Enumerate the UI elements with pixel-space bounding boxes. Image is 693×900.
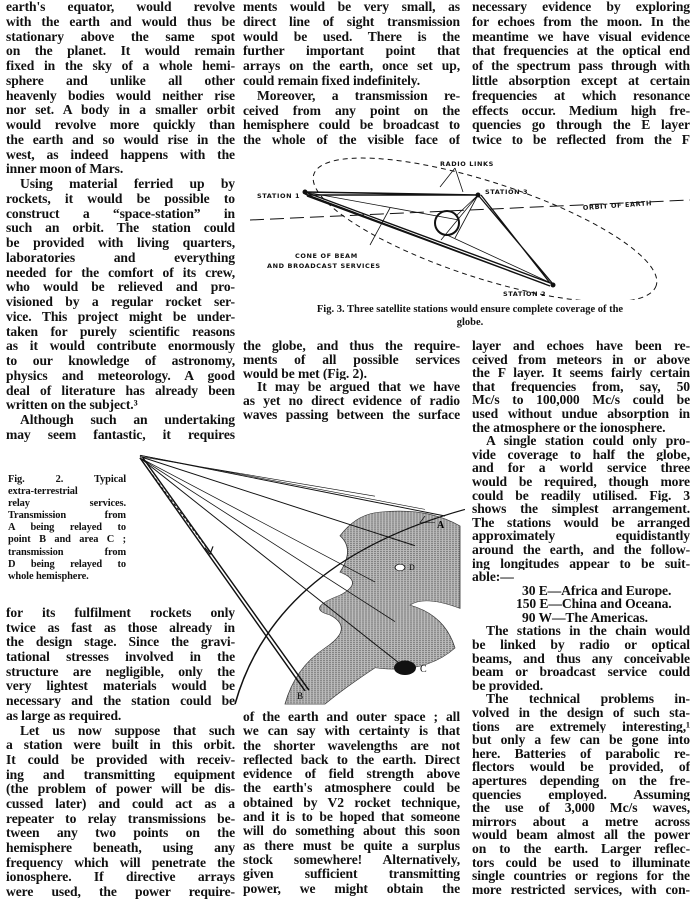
text-line: 150 E—China and Oceana. — [516, 597, 672, 611]
text-line: 90 W—The Americas. — [522, 610, 648, 625]
text-line: heavenly bodies would neither rise — [6, 88, 235, 103]
relay-line-d — [140, 457, 415, 546]
column-2-bottom-text — [243, 710, 460, 896]
cone-pointer — [370, 208, 390, 245]
text-line: with the earth and would thus be — [6, 14, 235, 29]
text-line: stationary above the same spot — [6, 29, 235, 44]
text-line: would beam almost all the power — [472, 828, 690, 842]
text-line: vice. This project might be under- — [6, 309, 235, 324]
text-line: ing longitudes appear to be suit- — [472, 556, 690, 571]
text-line: earth's equator, would revolve — [6, 0, 235, 14]
station-1-dot — [303, 190, 308, 195]
text-line: tions are extremely interesting,¹ — [472, 719, 690, 734]
text-line: as large as required. — [6, 708, 122, 723]
text-line: layer and echoes have been re- — [472, 339, 690, 353]
text-line: rockets, it would be possible to — [6, 191, 235, 206]
text-line: necessary evidence by exploring — [472, 0, 690, 14]
text-line: to our knowledge of astronomy, — [6, 354, 235, 368]
text-line: shows the simplest arrangement. — [472, 502, 690, 516]
text-line: evidence of field strength above — [243, 767, 460, 782]
text-line: around the earth, and the follow- — [472, 542, 690, 557]
text-line: A being relayed to — [8, 522, 126, 534]
text-line: could be readily utilised. Fig. 3 — [472, 488, 690, 503]
station-3-label: STATION 3 — [485, 188, 529, 196]
text-line: the shorter wavelengths are not — [243, 738, 460, 753]
label-c: C — [420, 664, 427, 675]
text-line: approximately equidistantly — [472, 529, 690, 543]
text-line: were used, the power require- — [6, 885, 235, 900]
radio-links-label: RADIO LINKS — [440, 160, 494, 168]
text-line: frequencies at which resonance — [472, 88, 690, 103]
text-line: Although such an undertaking — [20, 413, 235, 427]
figure-3-caption — [250, 303, 690, 329]
text-line: the earth and so would rise in the — [6, 132, 235, 147]
text-line: able:— — [472, 570, 514, 584]
text-line: The stations in the chain would — [486, 624, 690, 639]
figure-2-relay-diagram — [125, 450, 465, 705]
text-line: ceived from meteors in or above — [472, 352, 690, 367]
text-line: of the spectrum pass through with — [472, 59, 690, 74]
text-line: tors could be used to illuminate — [472, 855, 690, 870]
text-line: on to the earth. Larger reflec- — [472, 841, 690, 856]
text-line: necessary and the station could be — [6, 694, 235, 709]
text-line: may seem fantastic, it requires — [6, 427, 235, 442]
column-1-top-text — [6, 0, 235, 443]
text-line: It may be argued that we have — [257, 380, 460, 395]
text-line: 30 E—Africa and Europe. — [522, 583, 672, 598]
text-line: Fig. 2. Typical — [8, 474, 126, 485]
figure-3-satellite-diagram — [245, 150, 693, 300]
text-line: power, we might obtain the — [243, 881, 460, 896]
text-line: volved in the design of such sta- — [472, 706, 690, 720]
text-line: as yet no direct evidence of radio — [243, 394, 460, 408]
text-line: who would be relieved and pro- — [6, 280, 235, 295]
text-line: flectors would be provided, of — [472, 760, 690, 774]
text-line: beams, and thus any conceivable — [472, 651, 690, 666]
text-line: be provided with living quarters, — [6, 236, 235, 250]
text-line: repeater to relay transmissions be- — [6, 811, 235, 826]
text-line: waves passing between the surface — [243, 407, 460, 422]
station-2-label: STATION 2 — [503, 290, 547, 298]
text-line: vide coverage to half the globe, — [472, 447, 690, 462]
text-line: ionosphere. If directive arrays — [6, 870, 235, 885]
text-line: direct line of sight transmission — [243, 14, 460, 29]
text-line: whole hemisphere. — [8, 570, 89, 582]
figure-3-caption-line-2: globe. — [456, 317, 484, 328]
text-line: little absorption except at certain — [472, 73, 690, 88]
text-line: Moreover, a transmission re- — [257, 88, 460, 103]
text-line: reflected back to the earth. Direct — [243, 752, 460, 767]
text-line: the earth's atmosphere could be — [243, 781, 460, 796]
text-line: would be used. There is the — [243, 29, 460, 44]
text-line: ceived from any point on the — [243, 103, 460, 118]
station-2-dot — [551, 283, 556, 288]
text-line: that frequencies from, say, 50 — [472, 379, 690, 394]
orbit-of-earth-label: ORBIT OF EARTH — [582, 199, 653, 212]
text-line: a station were built in this orbit. — [6, 738, 235, 753]
text-line: will do something about this soon — [243, 824, 460, 839]
text-line: point B and area C ; — [8, 534, 126, 546]
text-line: needed for the comfort of its crew, — [6, 265, 235, 280]
label-b: B — [297, 691, 304, 701]
text-line: hemisphere could be broadcast to — [243, 118, 460, 133]
text-line: taken for purely scientific reasons — [6, 324, 235, 339]
text-line: the globe, and thus the require- — [243, 339, 460, 353]
text-line: sphere and unlike all other — [6, 73, 235, 88]
text-line: Using material ferried up by — [20, 177, 235, 191]
point-d-marker — [395, 564, 405, 571]
text-line: tational stresses involved in the — [6, 650, 235, 665]
text-line: the whole of the visible face of — [243, 133, 460, 148]
text-line: as there must be quite a surplus — [243, 838, 460, 853]
text-line: hemisphere beneath, using any — [6, 841, 235, 855]
text-line: obtained by V2 rocket technique, — [243, 795, 460, 810]
text-line: nor set. A body in a smaller orbit — [6, 103, 235, 118]
station-3-dot — [476, 193, 481, 198]
text-line: such an orbit. The station could — [6, 221, 235, 236]
text-line: (the problem of power will be dis- — [6, 782, 235, 797]
text-line: apertures depending on the fre- — [472, 774, 690, 788]
text-line: and it is to be hoped that someone — [243, 810, 460, 825]
label-d: D — [409, 563, 415, 572]
text-line: fixed in the sky of a whole hemi- — [6, 59, 235, 73]
text-line: twice as fast as those already in — [6, 620, 235, 635]
text-line: further important point that — [243, 44, 460, 59]
text-line: west, as indeed happens with the — [6, 147, 235, 162]
text-line: physics and meteorology. A good — [6, 368, 235, 383]
text-line: quencies employed. Assuming — [472, 787, 690, 802]
figure-3-caption-line-1: Fig. 3. Three satellite stations would ensure complete coverage of the — [316, 304, 624, 315]
text-line: the atmosphere or the ionosphere. — [472, 420, 666, 435]
text-line: be linked by radio or optical — [472, 638, 690, 652]
text-line: quencies go through the E layer — [472, 118, 690, 133]
cone-label-1: CONE OF BEAM — [295, 252, 358, 260]
column-3-top-text — [472, 0, 690, 148]
column-2-top-text — [243, 0, 460, 148]
text-line: here. Batteries of parabolic re- — [472, 746, 690, 761]
text-line: beam or broadcast service could — [472, 665, 690, 679]
radio-links-pointer — [440, 168, 463, 192]
text-line: visioned by a regular rocket ser- — [6, 295, 235, 309]
text-line: The stations would be arranged — [472, 515, 690, 530]
text-line: cussed later) and could act as a — [6, 796, 235, 811]
text-line: structure are negligible, only the — [6, 664, 235, 679]
text-line: of the earth and outer space ; all — [243, 710, 460, 724]
text-line: stock somewhere! Alternatively, — [243, 852, 460, 867]
text-line: the F layer. It seems fairly certain — [472, 366, 690, 380]
text-line: Let us now suppose that such — [20, 723, 235, 738]
text-line: the design stage. Since the gravi- — [6, 635, 235, 650]
text-line: construct a “space-station” in — [6, 206, 235, 221]
text-line: laboratories and everything — [6, 250, 235, 265]
text-line: on the planet. It would remain — [6, 44, 235, 59]
text-line: single countries or regions for the — [472, 869, 690, 883]
text-line: frequency which will penetrate the — [6, 855, 235, 870]
text-line: tween any two points on the — [6, 826, 235, 841]
text-line: It could be provided with receiv- — [6, 752, 235, 767]
text-line: written on the subject.³ — [6, 398, 138, 413]
text-line: arrays on the earth, once set up, — [243, 59, 460, 74]
text-line: the use of 3,000 Mc/s waves, — [472, 801, 690, 815]
text-line: but only a few can be gone into — [472, 733, 690, 747]
text-line: ments of all possible services — [243, 352, 460, 367]
text-line: Mc/s to 100,000 Mc/s could be — [472, 393, 690, 407]
text-line: meantime we have visual evidence — [472, 29, 690, 44]
text-line: used without undue absorption in — [472, 406, 690, 421]
satellite-orbit — [299, 150, 671, 300]
text-line: for its fulfilment rockets only — [6, 606, 235, 620]
text-line: as it would contribute enormously — [6, 339, 235, 354]
text-line: twice to be reflected from the F — [472, 133, 690, 148]
text-line: mirrors about a metre across — [472, 814, 690, 829]
text-line: deal of literature has already been — [6, 383, 235, 398]
incoming-lines — [140, 455, 425, 509]
station-1-label: STATION 1 — [257, 192, 301, 200]
column-2-middle-text — [243, 339, 460, 422]
text-line: relay services. — [8, 498, 126, 510]
text-line: could remain fixed indefinitely. — [243, 73, 421, 88]
text-line: and for a world service three — [472, 461, 690, 475]
relay-line-b — [140, 458, 309, 691]
text-line: more restricted services, with con- — [472, 882, 690, 897]
figure-2-caption — [8, 474, 126, 583]
text-line: given sufficient transmitting — [243, 867, 460, 882]
text-line: would revolve more quickly than — [6, 118, 235, 132]
beam-1-3 — [305, 192, 478, 195]
text-line: for echoes from the moon. In the — [472, 14, 690, 29]
text-line: very lightest materials would be — [6, 679, 235, 694]
text-line: Transmission from — [8, 510, 126, 522]
text-line: would be met (Fig. 2). — [243, 366, 367, 381]
text-line: that frequencies at the optical end — [472, 44, 690, 59]
text-line: D being relayed to — [8, 558, 126, 570]
text-line: ments would be very small, as — [243, 0, 460, 14]
text-line: inner moon of Mars. — [6, 162, 124, 177]
text-line: transmission from — [8, 546, 126, 558]
text-line: effects occur. Medium high fre- — [472, 103, 690, 118]
text-line: A single station could only pro- — [486, 434, 690, 448]
cone-label-2: AND BROADCAST SERVICES — [267, 262, 381, 270]
text-line: would be required, though more — [472, 474, 690, 489]
label-a: A — [437, 520, 445, 531]
text-line: we can say with certainty is that — [243, 724, 460, 739]
text-line: be provided. — [472, 678, 544, 693]
text-line: extra-terrestrial — [8, 486, 78, 498]
column-3-bottom-text — [472, 339, 690, 896]
text-line: The technical problems in- — [486, 692, 690, 707]
area-c-dot — [394, 661, 416, 676]
text-line: ing and transmitting equipment — [6, 767, 235, 782]
